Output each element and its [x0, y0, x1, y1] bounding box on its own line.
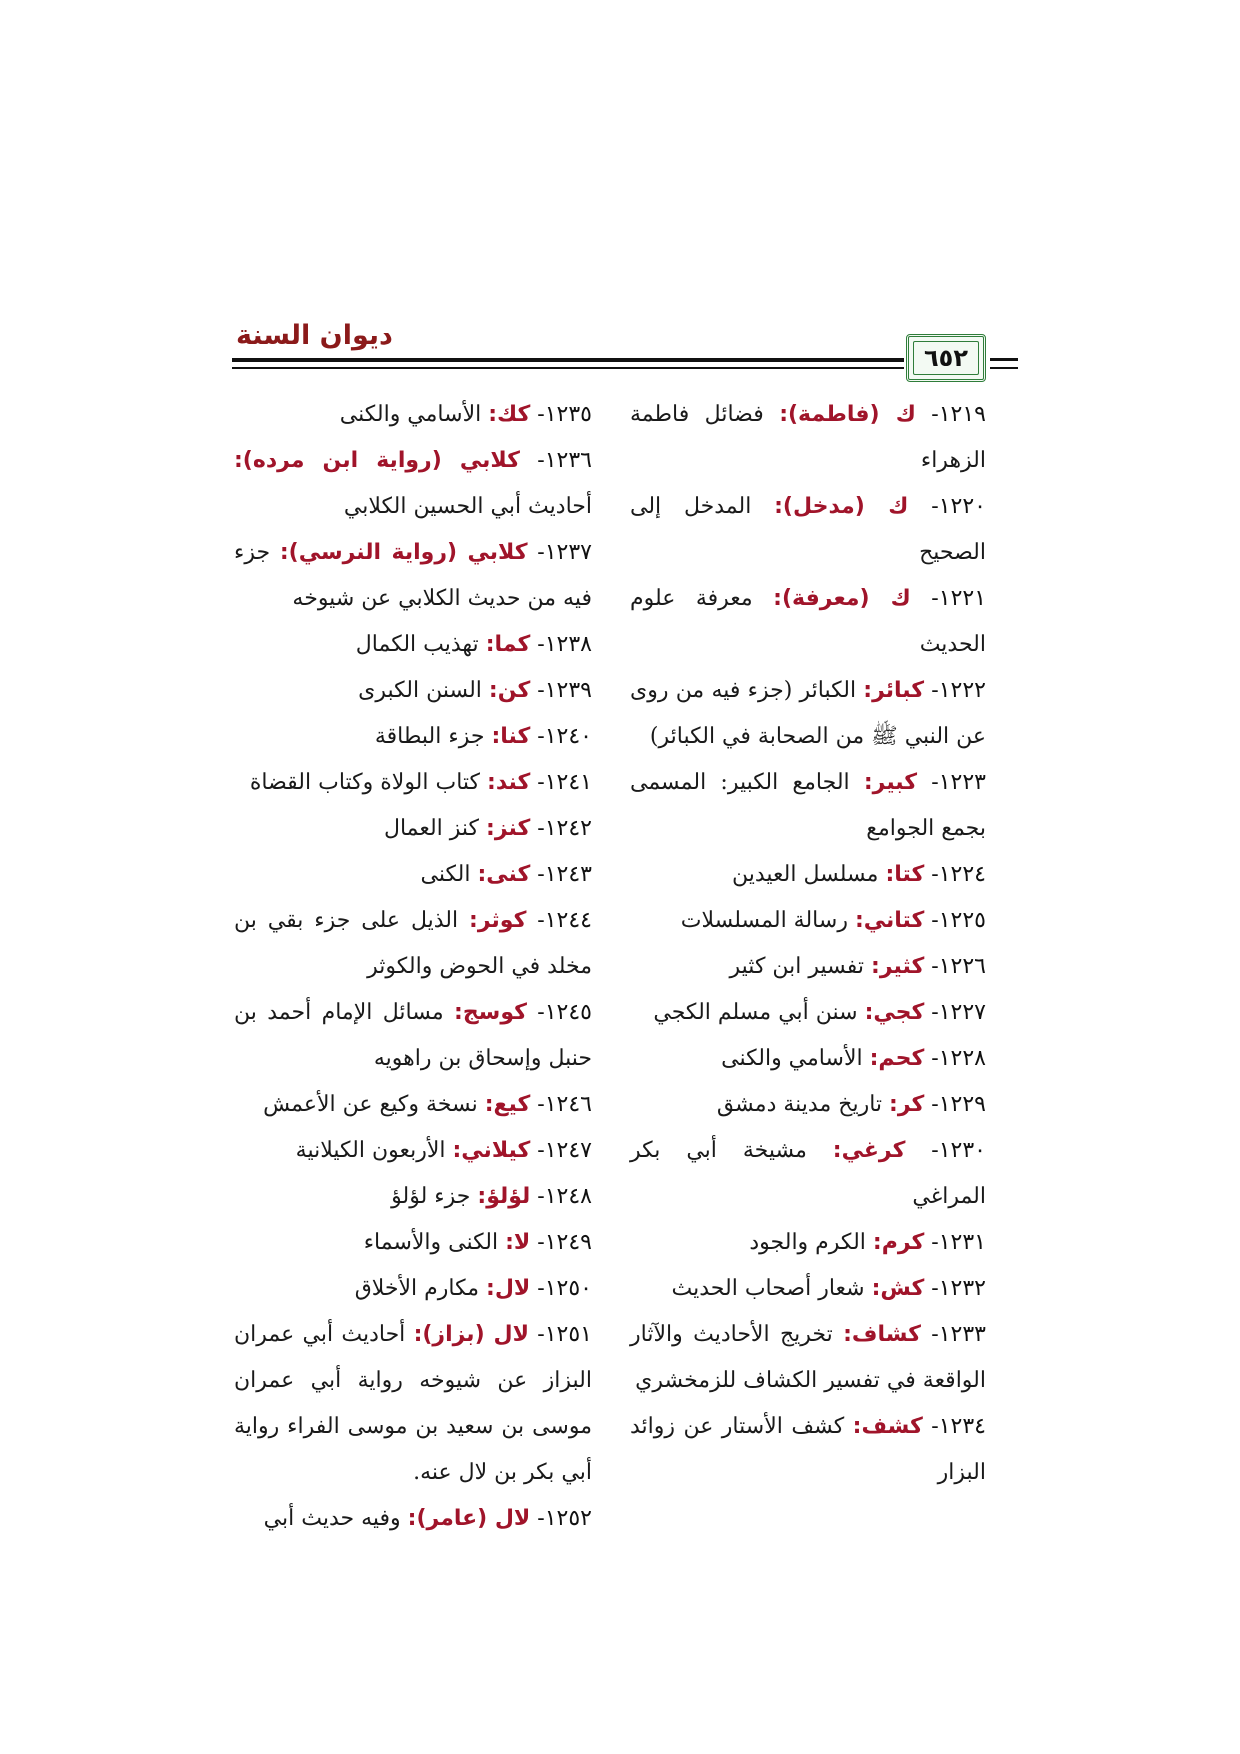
entry-code: كوثر:: [469, 908, 527, 933]
entry-number: ١٢٣٠-: [905, 1138, 986, 1163]
index-entry: [234, 1496, 592, 1542]
page-header: [232, 300, 1018, 386]
index-entry: [234, 852, 592, 898]
entry-title: الكرم والجود: [749, 1230, 873, 1255]
index-entry: [630, 392, 986, 484]
entry-code: كنا:: [491, 724, 531, 749]
entry-number: ١٢٣٨-: [530, 632, 592, 657]
entry-code: كشف:: [852, 1414, 923, 1439]
entry-code: كتا:: [885, 862, 925, 887]
index-entry: [630, 1266, 986, 1312]
header-rule-right: [990, 358, 1018, 361]
index-entry: [630, 1220, 986, 1266]
entry-code: لال (عامر):: [407, 1506, 531, 1531]
entry-number: ١٢٣٢-: [924, 1276, 986, 1301]
entry-title: رسالة المسلسلات: [680, 908, 855, 933]
index-entry: [234, 1312, 592, 1496]
index-entry: [630, 1036, 986, 1082]
entry-title: أحاديث أبي عمران البزاز عن شيوخه رواية أبي عمران موسى بن سعيد بن موسى الفراء رواية أبي بكر بن لال عنه.: [234, 1322, 592, 1485]
entry-code: كلابي (رواية ابن مرده):: [234, 448, 520, 473]
entry-code: كن:: [488, 678, 531, 703]
entry-code: كرغي:: [832, 1138, 906, 1163]
index-entry: [630, 898, 986, 944]
entry-code: لؤلؤ:: [477, 1184, 531, 1209]
entry-title: الجامع الكبير: المسمى بجمع الجوامع: [630, 770, 986, 841]
page-number: ٦٥٢: [924, 344, 968, 372]
index-entry: [630, 668, 986, 760]
entry-title: كتاب الولاة وكتاب القضاة: [249, 770, 488, 795]
entry-number: ١٢٤٢-: [530, 816, 592, 841]
index-entry: [234, 1174, 592, 1220]
index-entry: [630, 1082, 986, 1128]
entry-code: كند:: [487, 770, 531, 795]
entry-title: وفيه حديث أبي: [263, 1506, 408, 1531]
index-entry: [234, 530, 592, 622]
entry-title: جزء لؤلؤ: [391, 1184, 478, 1209]
book-title: ديوان السنة: [236, 320, 393, 351]
entry-number: ١٢٥٢-: [530, 1506, 592, 1531]
entry-code: كش:: [871, 1276, 925, 1301]
entry-code: كنز:: [486, 816, 531, 841]
entry-number: ١٢٤٠-: [530, 724, 592, 749]
entry-number: ١٢٥٠-: [530, 1276, 592, 1301]
entry-code: ك (مدخل):: [774, 494, 909, 519]
entry-code: كيلاني:: [452, 1138, 531, 1163]
entry-number: ١٢٢٩-: [924, 1092, 986, 1117]
entry-number: ١٢٣٩-: [530, 678, 592, 703]
index-entry: [234, 1220, 592, 1266]
entry-title: نسخة وكيع عن الأعمش: [263, 1092, 485, 1117]
index-entry: [630, 1128, 986, 1220]
entry-number: ١٢٤٨-: [530, 1184, 592, 1209]
entry-number: ١٢٢٤-: [924, 862, 986, 887]
entry-code: لال:: [486, 1276, 531, 1301]
entry-title: الأربعون الكيلانية: [295, 1138, 453, 1163]
entry-title: كشف الأستار عن زوائد البزار: [630, 1414, 986, 1485]
index-entry: [234, 990, 592, 1082]
index-entry: [234, 622, 592, 668]
index-entry: [630, 1312, 986, 1404]
entry-code: كثير:: [871, 954, 925, 979]
entry-number: ١٢٢١-: [910, 586, 987, 611]
entry-number: ١٢٢٢-: [924, 678, 986, 703]
entry-code: كشاف:: [843, 1322, 921, 1347]
index-entry: [630, 1404, 986, 1496]
entry-title: كنز العمال: [383, 816, 487, 841]
index-entry: [234, 1128, 592, 1174]
entry-number: ١٢٢٨-: [924, 1046, 986, 1071]
entry-title: فضائل فاطمة الزهراء: [630, 402, 986, 473]
entry-title: تخريج الأحاديث والآثار الواقعة في تفسير الكشاف للزمخشري: [630, 1322, 986, 1393]
entry-code: كحم:: [869, 1046, 925, 1071]
entry-number: ١٢٤١-: [530, 770, 592, 795]
entry-title: مشيخة أبي بكر المراغي: [630, 1138, 986, 1209]
entry-number: ١٢٤٥-: [526, 1000, 592, 1025]
entry-code: كجي:: [864, 1000, 925, 1025]
entry-title: الكنى: [420, 862, 478, 887]
entry-code: لا:: [505, 1230, 531, 1255]
header-rule: [232, 358, 904, 362]
entry-code: كوسج:: [454, 1000, 527, 1025]
entry-title: الأسامي والكنى: [339, 402, 489, 427]
entry-title: شعار أصحاب الحديث: [671, 1276, 872, 1301]
entry-title: مسلسل العيدين: [732, 862, 886, 887]
entry-code: كر:: [889, 1092, 925, 1117]
header-rule-right-thin: [990, 367, 1018, 369]
entry-number: ١٢٢٧-: [924, 1000, 986, 1025]
index-entry: [234, 1266, 592, 1312]
entry-number: ١٢٣٦-: [519, 448, 592, 473]
index-entry: [234, 438, 592, 530]
entry-number: ١٢١٩-: [915, 402, 986, 427]
entry-title: معرفة علوم الحديث: [630, 586, 986, 657]
header-rule-thin: [232, 367, 904, 369]
entry-number: ١٢٣٣-: [920, 1322, 986, 1347]
index-entry: [234, 898, 592, 990]
index-entry: [630, 944, 986, 990]
entry-title: الكبائر (جزء فيه من روى عن النبي ﷺ من الصحابة في الكبائر): [630, 678, 986, 749]
entry-number: ١٢٥١-: [529, 1322, 592, 1347]
entry-number: ١٢٤٣-: [530, 862, 592, 887]
entry-code: ك (فاطمة):: [779, 402, 916, 427]
entry-code: كبائر:: [863, 678, 925, 703]
entry-title: الكنى والأسماء: [363, 1230, 506, 1255]
entry-code: كرم:: [872, 1230, 925, 1255]
index-entry: [630, 852, 986, 898]
entry-number: ١٢٣١-: [924, 1230, 986, 1255]
index-entry: [234, 392, 592, 438]
entry-title: مكارم الأخلاق: [354, 1276, 487, 1301]
entry-code: كما:: [485, 632, 531, 657]
index-entry: [234, 806, 592, 852]
entry-title: جزء فيه من حديث الكلابي عن شيوخه: [234, 540, 592, 611]
entry-code: كك:: [488, 402, 531, 427]
index-entry: [234, 1082, 592, 1128]
entry-title: مسائل الإمام أحمد بن حنبل وإسحاق بن راهويه: [234, 1000, 592, 1071]
index-entry: [234, 714, 592, 760]
left-column: [234, 392, 592, 1542]
entry-number: ١٢٤٧-: [530, 1138, 592, 1163]
entry-number: ١٢٢٠-: [908, 494, 986, 519]
entry-code: كلابي (رواية النرسي):: [279, 540, 528, 565]
entry-code: لال (بزاز):: [413, 1322, 530, 1347]
entry-code: كبير:: [863, 770, 918, 795]
entry-code: كنى:: [477, 862, 531, 887]
entry-title: سنن أبي مسلم الكجي: [653, 1000, 865, 1025]
entry-number: ١٢٤٦-: [530, 1092, 592, 1117]
page-number-badge: [906, 334, 986, 382]
entry-title: تاريخ مدينة دمشق: [716, 1092, 890, 1117]
index-entry: [630, 760, 986, 852]
entry-number: ١٢٤٩-: [530, 1230, 592, 1255]
entry-title: جزء البطاقة: [374, 724, 492, 749]
right-column: [630, 392, 986, 1496]
index-entry: [234, 760, 592, 806]
index-entry: [630, 484, 986, 576]
index-entry: [630, 990, 986, 1036]
entry-number: ١٢٣٤-: [922, 1414, 986, 1439]
entry-title: تفسير ابن كثير: [729, 954, 872, 979]
entry-number: ١٢٢٦-: [924, 954, 986, 979]
entry-number: ١٢٣٥-: [530, 402, 592, 427]
entry-title: الذيل على جزء بقي بن مخلد في الحوض والكوثر: [234, 908, 592, 979]
entry-title: السنن الكبرى: [358, 678, 489, 703]
entry-number: ١٢٢٥-: [924, 908, 986, 933]
entry-title: المدخل إلى الصحيح: [630, 494, 986, 565]
entry-title: أحاديث أبي الحسين الكلابي: [343, 494, 592, 519]
index-entry: [234, 668, 592, 714]
entry-code: ك (معرفة):: [773, 586, 911, 611]
entry-number: ١٢٣٧-: [527, 540, 592, 565]
index-entry: [630, 576, 986, 668]
entry-code: كتاني:: [854, 908, 925, 933]
entry-code: كيع:: [484, 1092, 531, 1117]
entry-number: ١٢٤٤-: [526, 908, 592, 933]
entry-title: تهذيب الكمال: [355, 632, 486, 657]
entry-number: ١٢٢٣-: [917, 770, 986, 795]
entry-title: الأسامي والكنى: [721, 1046, 870, 1071]
